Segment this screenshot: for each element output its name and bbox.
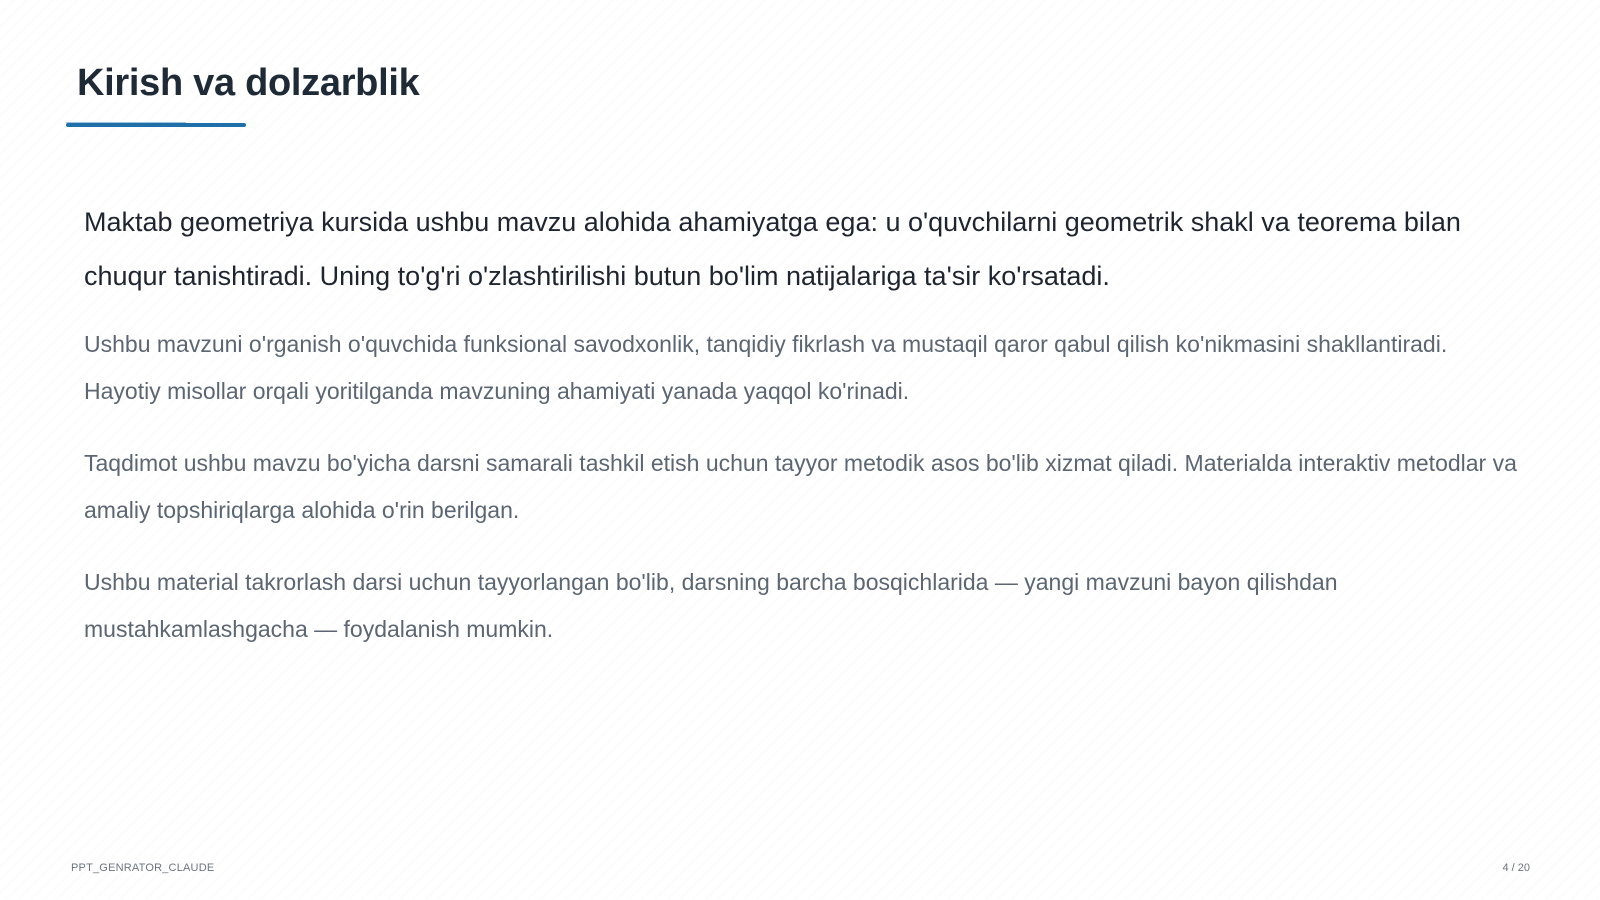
slide-title: Kirish va dolzarblik: [77, 62, 420, 104]
body-paragraph-1: Ushbu mavzuni o'rganish o'quvchida funksional savodxonlik, tanqidiy fikrlash va mustaqil qaror qabul qilish ko'nikmasini shakllantiradi. Hayotiy misollar orqali yoritilganda mavzuning ahamiyati yanada yaqqol ko'rinadi.: [84, 331, 1448, 404]
slide-content: [84, 195, 1524, 653]
lead-paragraph: Maktab geometriya kursida ushbu mavzu alohida ahamiyatga ega: u o'quvchilarni geometrik shakl va teorema bilan chuqur tanishtiradi. Uning to'g'ri o'zlashtirilishi butun bo'lim natijalariga ta'sir ko'rsatadi.: [84, 207, 1461, 291]
body-paragraph-2: Taqdimot ushbu mavzu bo'yicha darsni samarali tashkil etish uchun tayyor metodik asos bo'lib xizmat qiladi. Materialda interaktiv metodlar va amaliy topshiriqlarga alohida o'rin berilgan.: [84, 450, 1517, 523]
page-indicator: 4 / 20: [1502, 862, 1530, 874]
title-underline: [66, 123, 246, 127]
body-paragraph-3: Ushbu material takrorlash darsi uchun tayyorlangan bo'lib, darsning barcha bosqichlarida — yangi mavzuni bayon qilishdan mustahkamlashgacha — foydalanish mumkin.: [84, 569, 1338, 642]
footer-brand: PPT_GENRATOR_CLAUDE: [71, 862, 215, 874]
